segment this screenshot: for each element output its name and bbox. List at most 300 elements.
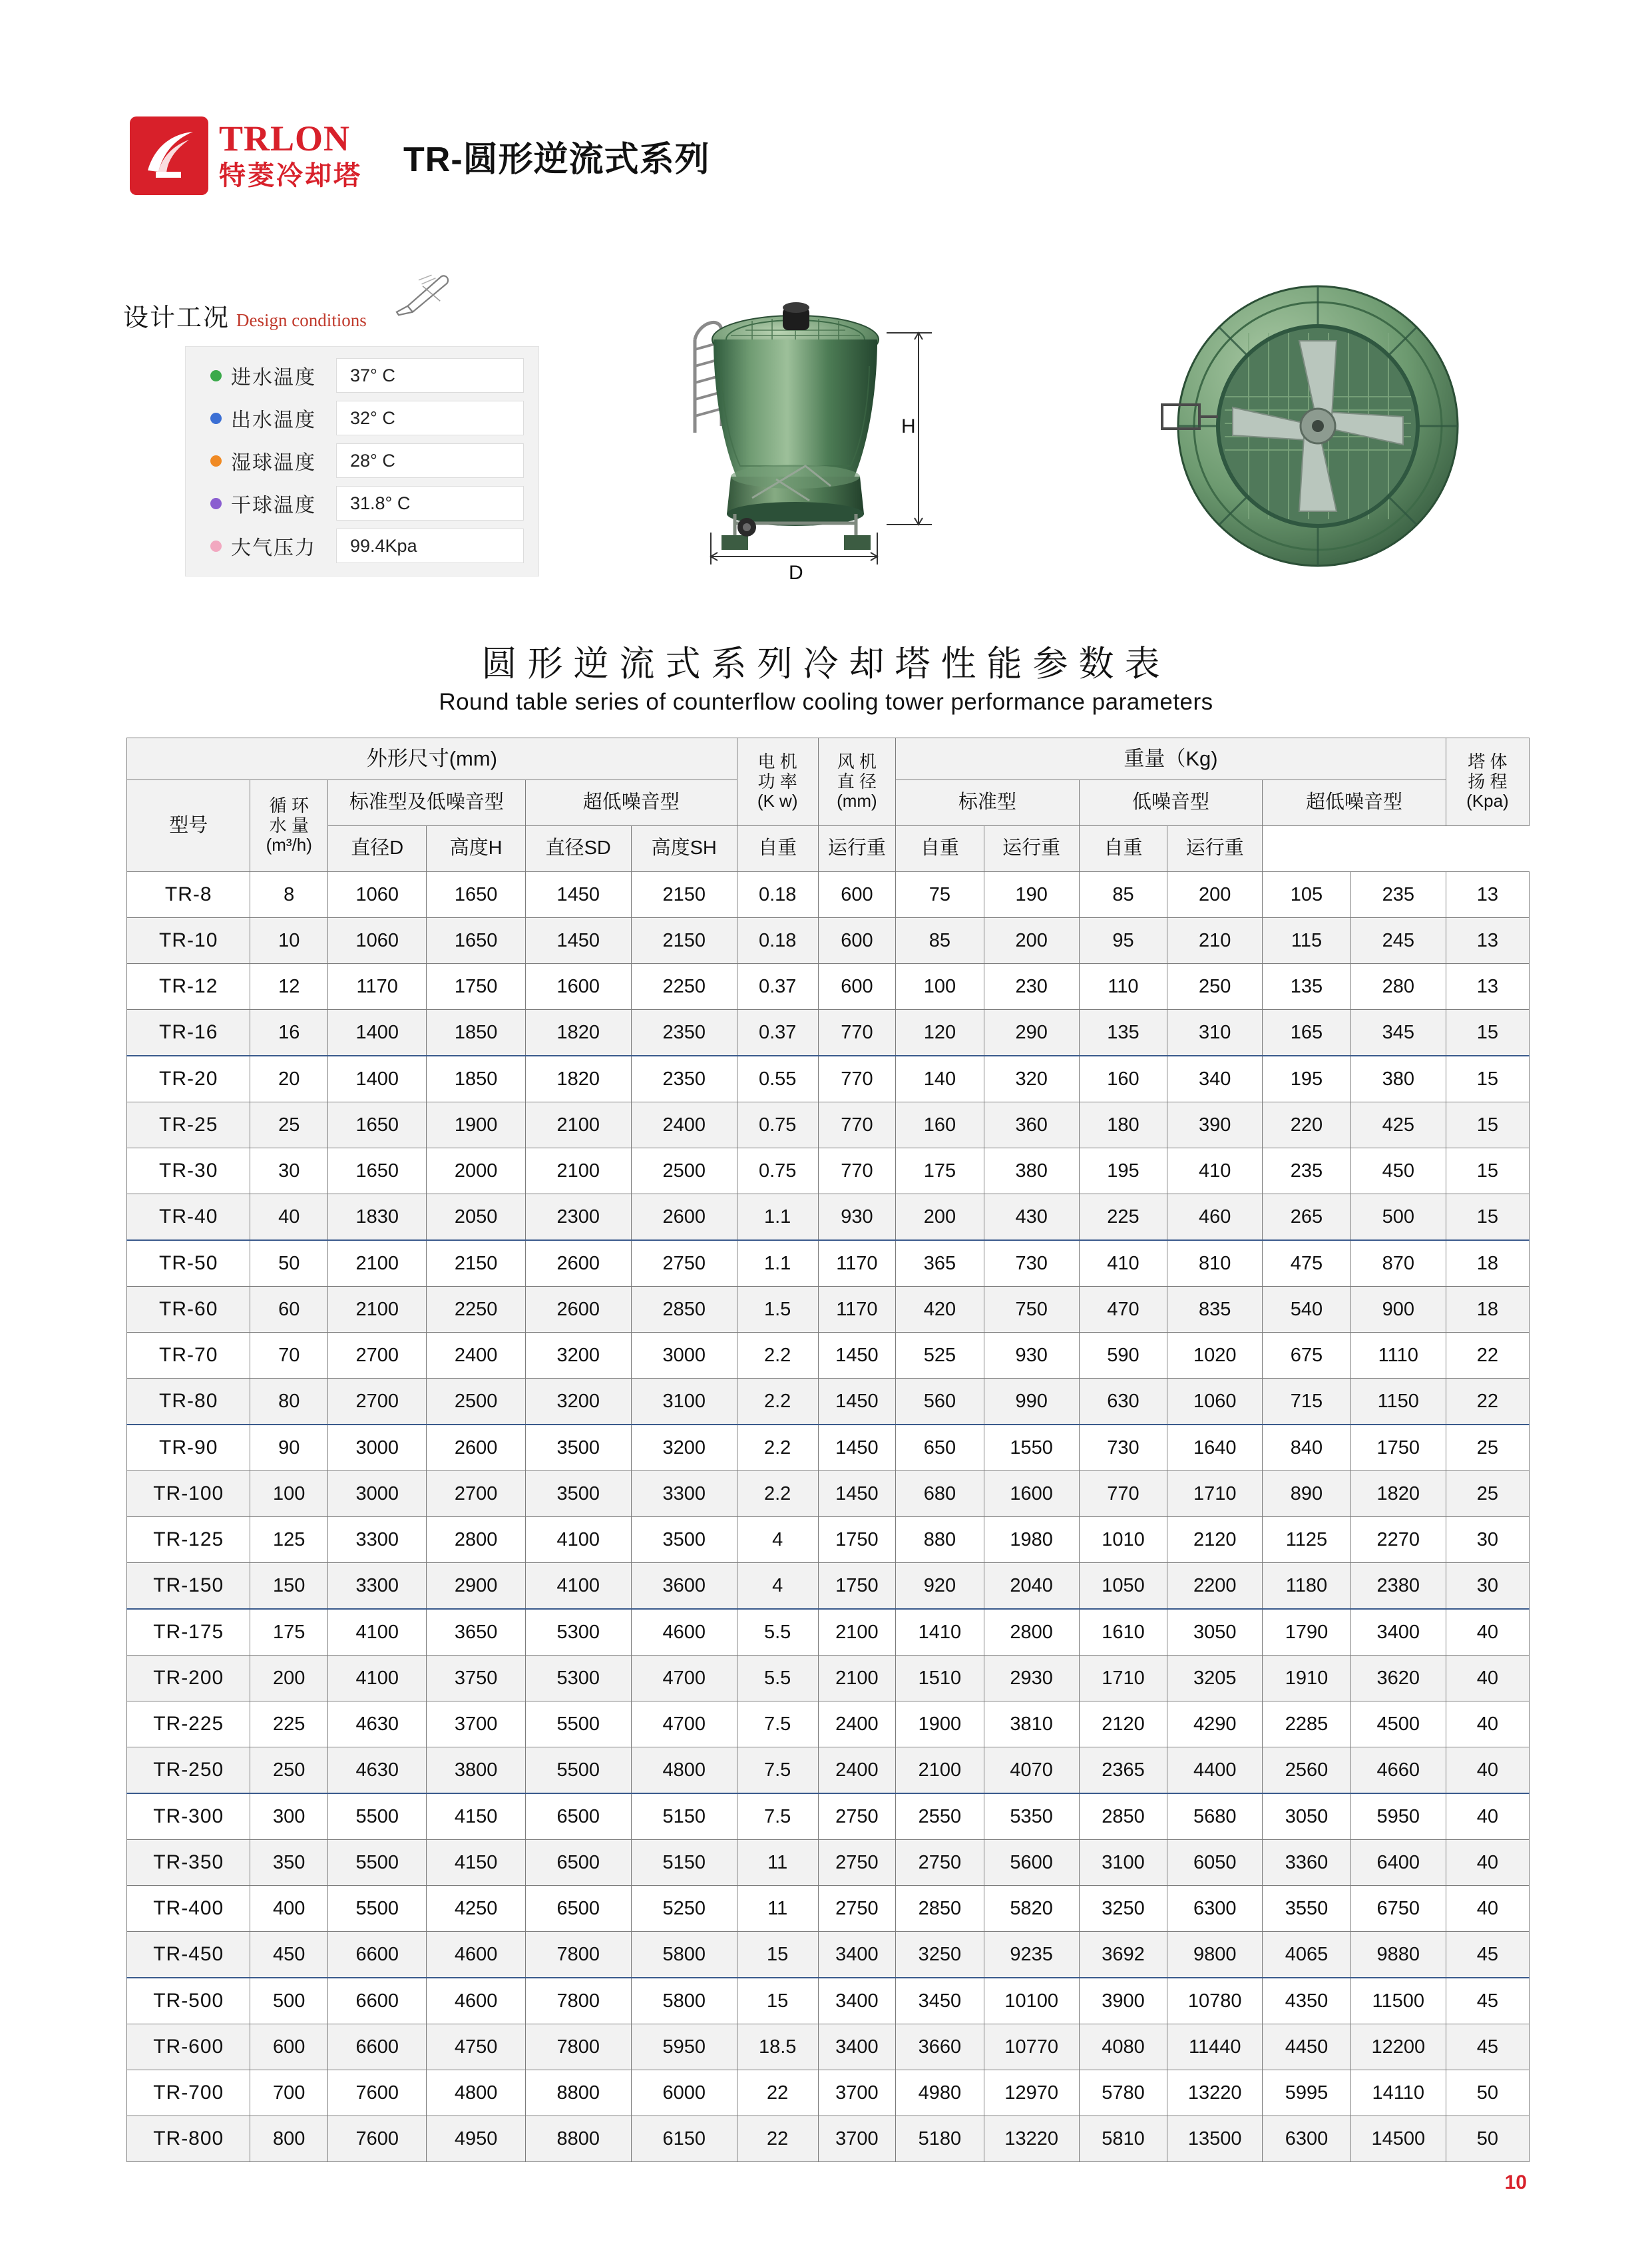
cell-motor-power: 7.5 [737, 1747, 818, 1794]
cell-run-weight-std: 5820 [984, 1886, 1079, 1932]
cell-self-weight-ultra: 235 [1263, 1148, 1350, 1194]
cell-self-weight-std: 920 [896, 1563, 984, 1610]
cell-run-weight-ultra: 14500 [1350, 2116, 1446, 2162]
cell-diameter-sd: 8800 [525, 2070, 631, 2116]
cell-motor-power: 2.2 [737, 1333, 818, 1379]
cell-diameter-d: 1830 [328, 1194, 427, 1241]
cell-height-h: 2900 [427, 1563, 525, 1610]
cell-self-weight-ultra: 4450 [1263, 2024, 1350, 2070]
cell-run-weight-ultra: 11500 [1350, 1978, 1446, 2024]
cell-fan-diameter: 2100 [818, 1609, 896, 1656]
cell-flow: 60 [250, 1287, 328, 1333]
cell-diameter-sd: 1600 [525, 964, 631, 1010]
cell-tower-lift: 40 [1446, 1840, 1529, 1886]
cell-run-weight-low: 9800 [1167, 1932, 1263, 1978]
cell-diameter-sd: 2300 [525, 1194, 631, 1241]
cell-fan-diameter: 2400 [818, 1747, 896, 1794]
cell-run-weight-low: 1060 [1167, 1379, 1263, 1425]
cell-model: TR-800 [127, 2116, 250, 2162]
cell-motor-power: 0.18 [737, 918, 818, 964]
cell-self-weight-low: 3250 [1079, 1886, 1167, 1932]
cell-self-weight-ultra: 165 [1263, 1010, 1350, 1056]
table-row [127, 1656, 1530, 1701]
brand-name-en: TRLON [219, 118, 351, 158]
cell-self-weight-std: 420 [896, 1287, 984, 1333]
spec-table-wrapper [126, 738, 1530, 2162]
cell-run-weight-std: 5600 [984, 1840, 1079, 1886]
cell-flow: 80 [250, 1379, 328, 1425]
cell-diameter-sd: 7800 [525, 2024, 631, 2070]
cell-run-weight-ultra: 2270 [1350, 1517, 1446, 1563]
cell-self-weight-ultra: 3050 [1263, 1793, 1350, 1840]
cell-run-weight-std: 290 [984, 1010, 1079, 1056]
design-condition-label: 进水温度 [231, 367, 316, 389]
table-row [127, 1056, 1530, 1102]
table-row [127, 1793, 1530, 1840]
header-fan-diameter-l3: (mm) [837, 791, 877, 811]
cell-height-h: 3800 [427, 1747, 525, 1794]
cell-flow: 50 [250, 1240, 328, 1287]
cell-fan-diameter: 770 [818, 1056, 896, 1102]
cell-diameter-sd: 5500 [525, 1701, 631, 1747]
cell-flow: 16 [250, 1010, 328, 1056]
cell-diameter-d: 4630 [328, 1701, 427, 1747]
cell-diameter-sd: 8800 [525, 2116, 631, 2162]
cell-self-weight-ultra: 220 [1263, 1102, 1350, 1148]
cell-run-weight-ultra: 380 [1350, 1056, 1446, 1102]
cell-self-weight-std: 3450 [896, 1978, 984, 2024]
cell-height-h: 2250 [427, 1287, 525, 1333]
cell-self-weight-std: 2550 [896, 1793, 984, 1840]
header-flow-l3: (m³/h) [266, 835, 312, 855]
cell-self-weight-ultra: 1125 [1263, 1517, 1350, 1563]
cell-motor-power: 4 [737, 1563, 818, 1610]
cell-height-h: 4950 [427, 2116, 525, 2162]
cell-diameter-sd: 2600 [525, 1287, 631, 1333]
design-condition-row [186, 357, 538, 393]
cell-self-weight-low: 3692 [1079, 1932, 1167, 1978]
cell-diameter-sd: 7800 [525, 1978, 631, 2024]
status-dot-icon [210, 413, 222, 424]
cell-fan-diameter: 1450 [818, 1425, 896, 1471]
cell-run-weight-low: 4290 [1167, 1701, 1263, 1747]
cell-run-weight-ultra: 4500 [1350, 1701, 1446, 1747]
cell-run-weight-low: 1640 [1167, 1425, 1263, 1471]
cell-height-h: 4250 [427, 1886, 525, 1932]
cell-self-weight-ultra: 475 [1263, 1240, 1350, 1287]
cell-self-weight-std: 3250 [896, 1932, 984, 1978]
cell-self-weight-ultra: 135 [1263, 964, 1350, 1010]
cell-height-h: 1750 [427, 964, 525, 1010]
cell-diameter-sd: 2100 [525, 1102, 631, 1148]
design-condition-row [186, 443, 538, 479]
cell-motor-power: 5.5 [737, 1656, 818, 1701]
cell-height-sh: 2500 [631, 1148, 737, 1194]
table-row [127, 2024, 1530, 2070]
cell-tower-lift: 18 [1446, 1240, 1529, 1287]
cell-run-weight-low: 13500 [1167, 2116, 1263, 2162]
cell-tower-lift: 15 [1446, 1010, 1529, 1056]
cell-self-weight-std: 1900 [896, 1701, 984, 1747]
cell-height-h: 2800 [427, 1517, 525, 1563]
cell-height-sh: 3000 [631, 1333, 737, 1379]
cell-self-weight-low: 95 [1079, 918, 1167, 964]
cell-self-weight-low: 5780 [1079, 2070, 1167, 2116]
cell-run-weight-low: 1710 [1167, 1471, 1263, 1517]
cell-self-weight-std: 2850 [896, 1886, 984, 1932]
design-conditions-title [123, 297, 367, 334]
cell-run-weight-ultra: 870 [1350, 1240, 1446, 1287]
cell-run-weight-low: 200 [1167, 872, 1263, 918]
cell-diameter-sd: 2100 [525, 1148, 631, 1194]
header-standard-low-noise: 标准型及低噪音型 [328, 780, 526, 826]
cell-height-sh: 2750 [631, 1240, 737, 1287]
cell-self-weight-low: 770 [1079, 1471, 1167, 1517]
cell-self-weight-low: 5810 [1079, 2116, 1167, 2162]
cell-motor-power: 15 [737, 1932, 818, 1978]
cell-model: TR-150 [127, 1563, 250, 1610]
header-motor-power-l2: 功 率 [757, 771, 797, 791]
cell-height-sh: 5800 [631, 1932, 737, 1978]
cell-height-sh: 2400 [631, 1102, 737, 1148]
tower-top-view [1162, 286, 1458, 566]
cell-self-weight-ultra: 2560 [1263, 1747, 1350, 1794]
table-column-header-row [127, 826, 1530, 872]
cell-run-weight-std: 5350 [984, 1793, 1079, 1840]
cell-run-weight-ultra: 4660 [1350, 1747, 1446, 1794]
cell-fan-diameter: 3400 [818, 1978, 896, 2024]
cell-run-weight-ultra: 245 [1350, 918, 1446, 964]
cell-model: TR-125 [127, 1517, 250, 1563]
cell-fan-diameter: 1750 [818, 1517, 896, 1563]
cell-diameter-d: 1060 [328, 872, 427, 918]
cell-motor-power: 0.75 [737, 1148, 818, 1194]
cell-fan-diameter: 600 [818, 918, 896, 964]
cell-run-weight-std: 12970 [984, 2070, 1079, 2116]
design-condition-value: 99.4Kpa [336, 529, 524, 563]
cell-height-h: 2500 [427, 1379, 525, 1425]
cell-fan-diameter: 3700 [818, 2116, 896, 2162]
table-row [127, 1240, 1530, 1287]
cell-run-weight-low: 2200 [1167, 1563, 1263, 1610]
logo-swoosh-icon [136, 122, 202, 189]
cell-self-weight-ultra: 2285 [1263, 1701, 1350, 1747]
cell-run-weight-ultra: 1820 [1350, 1471, 1446, 1517]
cell-self-weight-std: 650 [896, 1425, 984, 1471]
cell-run-weight-ultra: 1110 [1350, 1333, 1446, 1379]
cell-diameter-d: 4100 [328, 1656, 427, 1701]
tower-side-view [695, 302, 932, 584]
cell-motor-power: 0.55 [737, 1056, 818, 1102]
cell-diameter-sd: 6500 [525, 1886, 631, 1932]
cell-diameter-sd: 1450 [525, 872, 631, 918]
cell-self-weight-low: 590 [1079, 1333, 1167, 1379]
cell-model: TR-80 [127, 1379, 250, 1425]
status-dot-wrap [200, 413, 231, 424]
cell-self-weight-low: 470 [1079, 1287, 1167, 1333]
cell-tower-lift: 40 [1446, 1886, 1529, 1932]
cell-run-weight-std: 2930 [984, 1656, 1079, 1701]
table-row [127, 1609, 1530, 1656]
cell-flow: 12 [250, 964, 328, 1010]
cell-height-h: 2000 [427, 1148, 525, 1194]
cell-height-h: 1650 [427, 918, 525, 964]
cell-fan-diameter: 2750 [818, 1793, 896, 1840]
cell-run-weight-std: 750 [984, 1287, 1079, 1333]
table-row [127, 918, 1530, 964]
header-weight-ultra-low: 超低噪音型 [1263, 780, 1446, 826]
cell-height-h: 4150 [427, 1793, 525, 1840]
cell-flow: 30 [250, 1148, 328, 1194]
cell-height-h: 3650 [427, 1609, 525, 1656]
cell-model: TR-400 [127, 1886, 250, 1932]
cell-run-weight-low: 810 [1167, 1240, 1263, 1287]
cell-height-sh: 2850 [631, 1287, 737, 1333]
cell-model: TR-450 [127, 1932, 250, 1978]
cell-height-h: 1650 [427, 872, 525, 918]
cell-diameter-sd: 7800 [525, 1932, 631, 1978]
cell-diameter-d: 4630 [328, 1747, 427, 1794]
cell-tower-lift: 25 [1446, 1471, 1529, 1517]
cell-run-weight-low: 250 [1167, 964, 1263, 1010]
cell-tower-lift: 50 [1446, 2070, 1529, 2116]
design-condition-label: 湿球温度 [231, 452, 316, 474]
table-row [127, 1010, 1530, 1056]
cell-flow: 25 [250, 1102, 328, 1148]
cell-model: TR-20 [127, 1056, 250, 1102]
cell-motor-power: 0.18 [737, 872, 818, 918]
cell-diameter-d: 2700 [328, 1379, 427, 1425]
cell-diameter-sd: 1820 [525, 1010, 631, 1056]
cell-model: TR-200 [127, 1656, 250, 1701]
table-row [127, 1333, 1530, 1379]
cell-fan-diameter: 770 [818, 1102, 896, 1148]
cell-flow: 10 [250, 918, 328, 964]
cell-self-weight-low: 3100 [1079, 1840, 1167, 1886]
cell-diameter-d: 1060 [328, 918, 427, 964]
cell-model: TR-90 [127, 1425, 250, 1471]
cell-height-h: 1850 [427, 1010, 525, 1056]
cell-flow: 350 [250, 1840, 328, 1886]
table-group-header-row [127, 738, 1530, 780]
cell-run-weight-ultra: 3620 [1350, 1656, 1446, 1701]
cell-run-weight-std: 1980 [984, 1517, 1079, 1563]
table-row [127, 1840, 1530, 1886]
cell-run-weight-low: 410 [1167, 1148, 1263, 1194]
cell-fan-diameter: 3400 [818, 2024, 896, 2070]
group-header-dimensions: 外形尺寸(mm) [127, 738, 737, 780]
status-dot-wrap [200, 541, 231, 552]
cell-self-weight-ultra: 105 [1263, 872, 1350, 918]
cell-run-weight-ultra: 235 [1350, 872, 1446, 918]
cell-run-weight-std: 4070 [984, 1747, 1079, 1794]
cell-self-weight-ultra: 3550 [1263, 1886, 1350, 1932]
cell-run-weight-low: 835 [1167, 1287, 1263, 1333]
header-self-weight-low: 自重 [896, 826, 984, 872]
cell-flow: 40 [250, 1194, 328, 1241]
cell-tower-lift: 40 [1446, 1609, 1529, 1656]
page-title: TR-圆形逆流式系列 [403, 140, 710, 179]
cell-self-weight-ultra: 540 [1263, 1287, 1350, 1333]
cell-height-h: 2400 [427, 1333, 525, 1379]
cell-run-weight-low: 6050 [1167, 1840, 1263, 1886]
cell-height-h: 2600 [427, 1425, 525, 1471]
header-motor-power-l3: (K w) [757, 791, 798, 811]
cell-run-weight-std: 1550 [984, 1425, 1079, 1471]
cell-self-weight-std: 5180 [896, 2116, 984, 2162]
cell-run-weight-low: 10780 [1167, 1978, 1263, 2024]
cell-model: TR-60 [127, 1287, 250, 1333]
cell-flow: 400 [250, 1886, 328, 1932]
cell-self-weight-low: 630 [1079, 1379, 1167, 1425]
cell-tower-lift: 40 [1446, 1656, 1529, 1701]
cell-diameter-sd: 5300 [525, 1609, 631, 1656]
cell-run-weight-std: 380 [984, 1148, 1079, 1194]
cell-flow: 500 [250, 1978, 328, 2024]
cell-run-weight-ultra: 900 [1350, 1287, 1446, 1333]
cell-diameter-sd: 6500 [525, 1840, 631, 1886]
cell-diameter-d: 2100 [328, 1287, 427, 1333]
cell-motor-power: 15 [737, 1978, 818, 2024]
cell-height-sh: 5800 [631, 1978, 737, 2024]
cell-diameter-d: 2700 [328, 1333, 427, 1379]
status-dot-icon [210, 370, 222, 381]
status-dot-wrap [200, 498, 231, 509]
cell-self-weight-std: 175 [896, 1148, 984, 1194]
design-conditions-panel [185, 346, 539, 576]
cell-height-sh: 2600 [631, 1194, 737, 1241]
cell-motor-power: 1.1 [737, 1240, 818, 1287]
table-row [127, 2070, 1530, 2116]
cell-run-weight-std: 10770 [984, 2024, 1079, 2070]
cell-tower-lift: 22 [1446, 1379, 1529, 1425]
cell-diameter-sd: 3200 [525, 1333, 631, 1379]
design-conditions-title-cn: 设计工况 [123, 304, 230, 332]
cell-tower-lift: 30 [1446, 1563, 1529, 1610]
cell-tower-lift: 45 [1446, 1932, 1529, 1978]
design-condition-label: 出水温度 [231, 409, 316, 431]
cell-flow: 175 [250, 1609, 328, 1656]
cell-model: TR-25 [127, 1102, 250, 1148]
header-motor-power [737, 738, 818, 826]
cell-height-h: 4600 [427, 1932, 525, 1978]
cell-height-sh: 2350 [631, 1056, 737, 1102]
cell-run-weight-ultra: 9880 [1350, 1932, 1446, 1978]
cell-flow: 150 [250, 1563, 328, 1610]
cell-tower-lift: 15 [1446, 1148, 1529, 1194]
cell-flow: 600 [250, 2024, 328, 2070]
cell-fan-diameter: 930 [818, 1194, 896, 1241]
cell-run-weight-std: 190 [984, 872, 1079, 918]
group-header-weight: 重量（Kg) [896, 738, 1446, 780]
cell-flow: 800 [250, 2116, 328, 2162]
cell-run-weight-ultra: 425 [1350, 1102, 1446, 1148]
cell-flow: 8 [250, 872, 328, 918]
table-row [127, 1425, 1530, 1471]
cell-height-sh: 2250 [631, 964, 737, 1010]
table-row [127, 872, 1530, 918]
cell-self-weight-std: 4980 [896, 2070, 984, 2116]
cell-self-weight-std: 2100 [896, 1747, 984, 1794]
cell-self-weight-std: 100 [896, 964, 984, 1010]
cell-model: TR-225 [127, 1701, 250, 1747]
cell-run-weight-std: 1600 [984, 1471, 1079, 1517]
cell-diameter-sd: 3500 [525, 1425, 631, 1471]
cell-model: TR-70 [127, 1333, 250, 1379]
cell-motor-power: 7.5 [737, 1701, 818, 1747]
cell-run-weight-std: 200 [984, 918, 1079, 964]
cell-fan-diameter: 2750 [818, 1886, 896, 1932]
cell-run-weight-low: 3205 [1167, 1656, 1263, 1701]
cell-motor-power: 11 [737, 1886, 818, 1932]
cell-run-weight-std: 10100 [984, 1978, 1079, 2024]
cell-height-h: 4750 [427, 2024, 525, 2070]
cell-diameter-d: 5500 [328, 1886, 427, 1932]
table-row [127, 1148, 1530, 1194]
cell-run-weight-low: 460 [1167, 1194, 1263, 1241]
cell-diameter-d: 5500 [328, 1840, 427, 1886]
cell-height-sh: 3200 [631, 1425, 737, 1471]
cell-tower-lift: 30 [1446, 1517, 1529, 1563]
cell-self-weight-ultra: 715 [1263, 1379, 1350, 1425]
cell-model: TR-175 [127, 1609, 250, 1656]
table-row [127, 1747, 1530, 1794]
cell-diameter-sd: 5500 [525, 1747, 631, 1794]
cell-self-weight-ultra: 1910 [1263, 1656, 1350, 1701]
cell-run-weight-ultra: 2380 [1350, 1563, 1446, 1610]
cell-self-weight-low: 4080 [1079, 2024, 1167, 2070]
header-height-sh: 高度SH [631, 826, 737, 872]
cell-fan-diameter: 1170 [818, 1240, 896, 1287]
cell-height-h: 1900 [427, 1102, 525, 1148]
cell-motor-power: 18.5 [737, 2024, 818, 2070]
cell-run-weight-std: 730 [984, 1240, 1079, 1287]
cell-self-weight-low: 2365 [1079, 1747, 1167, 1794]
cell-run-weight-std: 2040 [984, 1563, 1079, 1610]
cell-model: TR-700 [127, 2070, 250, 2116]
cell-height-h: 3750 [427, 1656, 525, 1701]
cell-tower-lift: 13 [1446, 872, 1529, 918]
cell-motor-power: 0.37 [737, 964, 818, 1010]
cell-motor-power: 0.75 [737, 1102, 818, 1148]
header-height-h: 高度H [427, 826, 525, 872]
cell-tower-lift: 15 [1446, 1056, 1529, 1102]
page-number: 10 [1504, 2171, 1527, 2193]
cell-self-weight-low: 225 [1079, 1194, 1167, 1241]
cell-run-weight-ultra: 6400 [1350, 1840, 1446, 1886]
cell-diameter-sd: 3200 [525, 1379, 631, 1425]
header-fan-diameter-l1: 风 机 [837, 751, 877, 772]
cell-self-weight-low: 160 [1079, 1056, 1167, 1102]
cell-run-weight-std: 9235 [984, 1932, 1079, 1978]
cell-run-weight-low: 340 [1167, 1056, 1263, 1102]
cell-self-weight-std: 120 [896, 1010, 984, 1056]
cell-fan-diameter: 2750 [818, 1840, 896, 1886]
cell-model: TR-10 [127, 918, 250, 964]
cell-run-weight-ultra: 280 [1350, 964, 1446, 1010]
cell-motor-power: 2.2 [737, 1379, 818, 1425]
cell-self-weight-std: 85 [896, 918, 984, 964]
header-run-weight-std: 运行重 [818, 826, 896, 872]
cell-self-weight-std: 880 [896, 1517, 984, 1563]
cell-run-weight-ultra: 500 [1350, 1194, 1446, 1241]
cell-run-weight-low: 4400 [1167, 1747, 1263, 1794]
design-condition-row [186, 528, 538, 564]
cell-diameter-d: 1170 [328, 964, 427, 1010]
header-flow-l2: 水 量 [269, 815, 309, 835]
cell-model: TR-250 [127, 1747, 250, 1794]
cell-tower-lift: 13 [1446, 918, 1529, 964]
